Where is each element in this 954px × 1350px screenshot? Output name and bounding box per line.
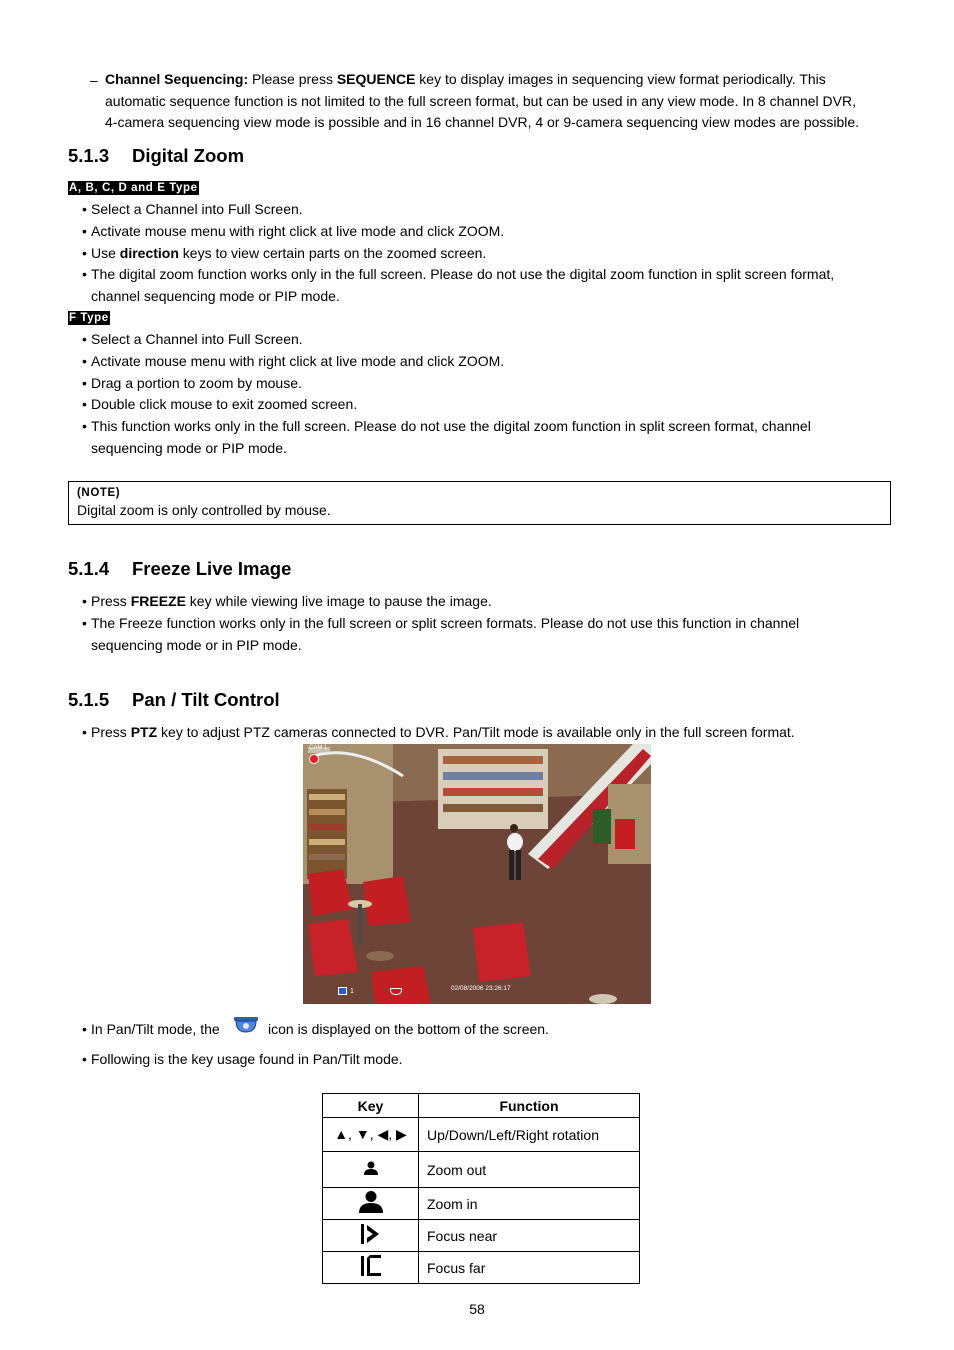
list-item-text: key while viewing live image to pause the image.	[185, 593, 492, 609]
section-heading-digital-zoom	[68, 145, 244, 167]
list-item-text: Use	[91, 245, 120, 261]
section-title: Digital Zoom	[132, 145, 245, 166]
channel-indicator	[338, 987, 354, 995]
bullet: •	[82, 724, 87, 740]
list-item-continued: channel sequencing mode or PIP mode.	[91, 288, 340, 304]
zoom-in-key	[323, 1188, 419, 1220]
intro-dash: –	[90, 72, 98, 88]
list-item: In Pan/Tilt mode, the	[91, 1021, 220, 1037]
bullet: •	[82, 593, 87, 609]
list-item	[91, 721, 795, 743]
intro-text: key to display images in sequencing view format periodically. This	[415, 71, 826, 87]
direction-key: direction	[119, 245, 179, 261]
ptz-key: PTZ	[130, 724, 158, 740]
list-item: This function works only in the full screen. Please do not use the digital zoom function in split screen format, channel	[91, 418, 811, 434]
list-item: Double click mouse to exit zoomed screen.	[91, 396, 358, 412]
channel-number: 1	[350, 987, 354, 995]
note-title: (NOTE)	[77, 487, 121, 499]
table-header-row	[323, 1094, 640, 1118]
bullet: •	[82, 353, 87, 369]
bullet: •	[82, 615, 87, 631]
focus-near-key	[323, 1220, 419, 1252]
intro-line-1	[105, 68, 826, 90]
freeze-key: FREEZE	[130, 593, 186, 609]
section-heading-ptz	[68, 689, 280, 711]
bullet: •	[82, 375, 87, 391]
focus-far-key	[323, 1252, 419, 1284]
table-row	[323, 1252, 640, 1284]
list-item-text: icon is displayed on the bottom of the screen.	[268, 1021, 549, 1037]
note-text: Digital zoom is only controlled by mouse.	[77, 502, 331, 518]
bullet: •	[82, 331, 87, 347]
table-row	[323, 1220, 640, 1252]
bullet: •	[82, 223, 87, 239]
page-number: 58	[469, 1301, 485, 1317]
list-item: Activate mouse menu with right click at live mode and click ZOOM.	[91, 223, 505, 239]
section-heading-freeze	[68, 558, 291, 580]
type-tag-f: F Type	[69, 312, 109, 324]
column-header-key: Key	[323, 1094, 419, 1118]
note-box	[68, 481, 891, 525]
timestamp: 02/08/2006 23:26:17	[451, 985, 511, 992]
sequence-key: SEQUENCE	[336, 71, 416, 87]
column-header-function: Function	[419, 1094, 640, 1118]
bullet: •	[82, 1051, 87, 1067]
list-item-continued: sequencing mode or in PIP mode.	[91, 637, 302, 653]
list-item: Select a Channel into Full Screen.	[91, 201, 303, 217]
record-icon	[309, 754, 319, 764]
section-number: 5.1.4	[68, 558, 110, 579]
camera-live-view-image	[303, 744, 651, 1004]
function-cell: Zoom in	[419, 1188, 640, 1220]
function-cell: Up/Down/Left/Right rotation	[419, 1118, 640, 1152]
intro-text: Please press	[248, 71, 337, 87]
bullet: •	[82, 1021, 87, 1037]
person-small-icon	[362, 1160, 380, 1176]
list-item	[91, 590, 492, 612]
ptz-icon	[233, 1016, 259, 1037]
section-title: Pan / Tilt Control	[132, 689, 280, 710]
bullet: •	[82, 201, 87, 217]
section-number: 5.1.3	[68, 145, 110, 166]
type-tag-abcde: A, B, C, D and E Type	[69, 182, 198, 194]
section-title: Freeze Live Image	[132, 558, 292, 579]
table-row	[323, 1188, 640, 1220]
camera-label: CAM 1	[309, 745, 328, 751]
list-item-text: Press	[91, 593, 131, 609]
person-large-icon	[358, 1190, 384, 1214]
library-scene-illustration	[303, 744, 651, 1004]
ptz-key-table	[322, 1093, 640, 1284]
bullet: •	[82, 418, 87, 434]
focus-far-icon	[359, 1254, 383, 1278]
section-number: 5.1.5	[68, 689, 110, 710]
table-row	[323, 1118, 640, 1152]
function-cell: Focus far	[419, 1252, 640, 1284]
arrow-keys: ▲, ▼, ◀, ▶	[323, 1118, 419, 1152]
zoom-out-key	[323, 1152, 419, 1188]
focus-near-icon	[359, 1222, 383, 1246]
list-item: The Freeze function works only in the full screen or split screen formats. Please do not use this function in channel	[91, 615, 800, 631]
list-item: The digital zoom function works only in the full screen. Please do not use the digital zoom function in split screen format,	[91, 266, 835, 282]
function-cell: Zoom out	[419, 1152, 640, 1188]
list-item-text: Press	[91, 724, 131, 740]
list-item: Select a Channel into Full Screen.	[91, 331, 303, 347]
list-item: Following is the key usage found in Pan/Tilt mode.	[91, 1051, 403, 1067]
channel-icon	[338, 987, 347, 995]
bullet: •	[82, 266, 87, 282]
list-item-text: key to adjust PTZ cameras connected to DVR. Pan/Tilt mode is available only in the full screen format.	[157, 724, 795, 740]
list-item-continued: sequencing mode or PIP mode.	[91, 440, 287, 456]
bullet: •	[82, 396, 87, 412]
table-row	[323, 1152, 640, 1188]
intro-line-2: automatic sequence function is not limited to the full screen format, but can be used in any view mode. In 8 channel DVR,	[105, 93, 856, 109]
list-item: Activate mouse menu with right click at live mode and click ZOOM.	[91, 353, 505, 369]
list-item: Drag a portion to zoom by mouse.	[91, 375, 302, 391]
bullet: •	[82, 245, 87, 261]
intro-line-3: 4-camera sequencing view mode is possible and in 16 channel DVR, 4 or 9-camera sequencing view modes are possible.	[105, 114, 860, 130]
list-item-text: keys to view certain parts on the zoomed screen.	[178, 245, 487, 261]
intro-label: Channel Sequencing:	[105, 71, 249, 87]
list-item	[91, 242, 486, 264]
function-cell: Focus near	[419, 1220, 640, 1252]
